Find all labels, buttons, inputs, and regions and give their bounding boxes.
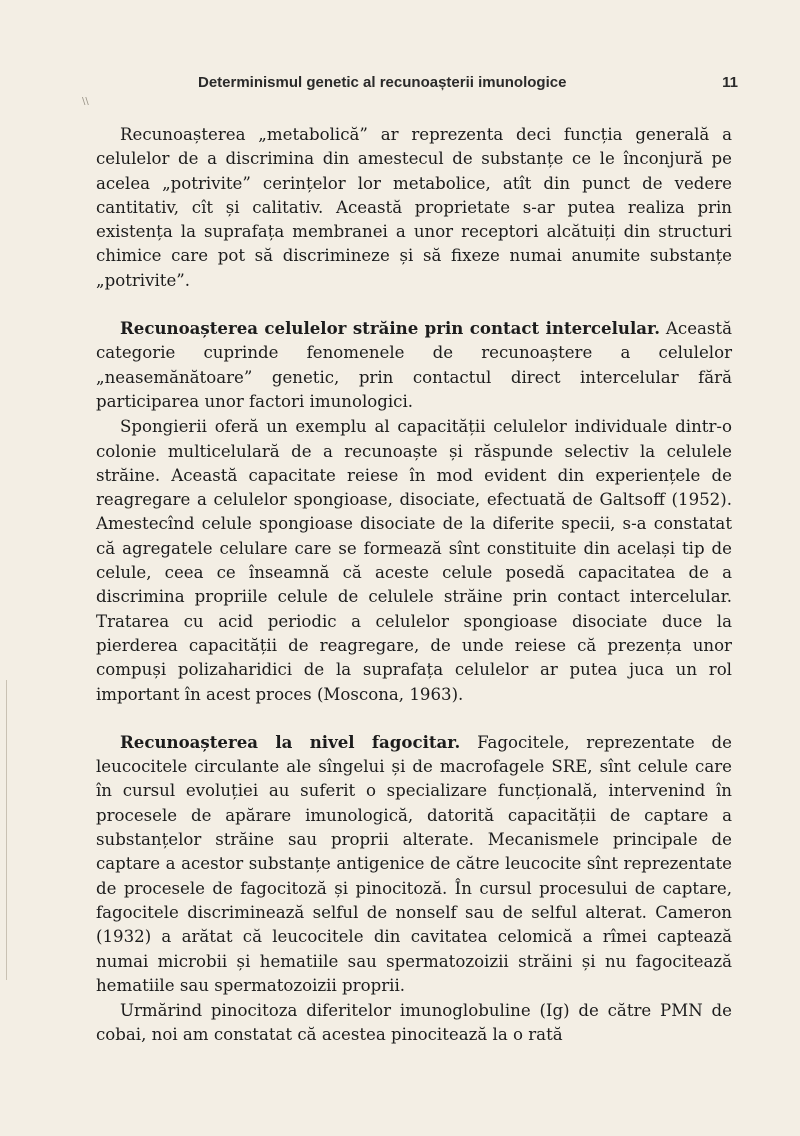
paragraph-pinocytosis xyxy=(96,998,732,1048)
paragraph-sponges xyxy=(96,414,732,707)
page-header xyxy=(198,74,738,98)
page-number: 11 xyxy=(722,74,738,91)
paragraph-contact-recognition xyxy=(96,316,732,414)
paragraph-heading: Recunoașterea la nivel fagocitar. xyxy=(120,731,461,752)
paragraph-heading: Recunoașterea celulelor străine prin contact intercelular. xyxy=(120,318,661,339)
paragraph-phagocytic-recognition xyxy=(96,730,732,998)
running-title: Determinismul genetic al recunoașterii imunologice xyxy=(198,74,567,91)
scan-edge-line xyxy=(6,680,7,980)
body-text xyxy=(96,122,732,1048)
paragraph-text: Urmărind pinocitoza diferitelor imunoglobuline (Ig) de către PMN de cobai, noi am constatat că acestea pinocitează la o rată xyxy=(96,1001,732,1045)
paragraph-text: Recunoașterea „metabolică” ar reprezenta deci funcția generală a celulelor de a discrimina din amestecul de substanțe ce le înconjură pe acelea „potrivite” cerințelor lor metabolice, atît din punct de vedere cantitativ, cît și calitativ. Această proprietate s-ar putea realiza prin existența la suprafața membranei a unor receptori alcătuiți din structuri chimice care pot să discrimineze și să fixeze numai anumite substanțe „potrivite”. xyxy=(96,125,732,290)
scan-mark: \\ xyxy=(82,96,89,107)
paragraph-text: Spongierii oferă un exemplu al capacității celulelor individuale dintr-o colonie multicelulară de a recunoaște și răspunde selectiv la celulele străine. Această capacitate reiese în mod evident din experiențele de reagregare a celulelor spongioase, disociate, efectuată de Galtsoff (1952). Amestecînd celule spongioase disociate de la diferite specii, s-a constatat că agregatele celulare care se formează sînt constituite din același tip de celule, ceea ce înseamnă că aceste celule posedă capacitatea de a discrimina propriile celule de celulele străine prin contact intercelular. Tratarea cu acid periodic a celulelor spongioase disociate duce la pierderea capacității de reagregare, de unde reiese că prezența unor compuși polizaharidici de la suprafața celulelor ar putea juca un rol important în acest proces (Moscona, 1963). xyxy=(96,417,732,704)
paragraph-metabolic-recognition xyxy=(96,122,732,293)
paragraph-text: Fagocitele, reprezentate de leucocitele circulante ale sîngelui și de macrofagele SRE, sînt celule care în cursul evoluției au suferit o specializare funcțională, intervenind în procesele de apărare imunologică, datorită capacității de captare a substanțelor străine sau proprii alterate. Mecanismele principale de captare a acestor substanțe antigenice de către leucocite sînt reprezentate de procesele de fagocitoză și pinocitoză. În cursul procesului de captare, fagocitele discriminează selful de nonself sau de selful alterat. Cameron (1932) a arătat că leucocitele din cavitatea celomică a rîmei captează numai microbii și hematiile sau spermatozoizii străini și nu fagocitează hematiile sau spermatozoizii proprii. xyxy=(96,732,732,995)
paragraph-text: Această categorie cuprinde fenomenele de recunoaștere a celulelor „neasemănătoare” genetic, prin contactul direct intercelular fără participarea unor factori imunologici. xyxy=(96,319,732,411)
